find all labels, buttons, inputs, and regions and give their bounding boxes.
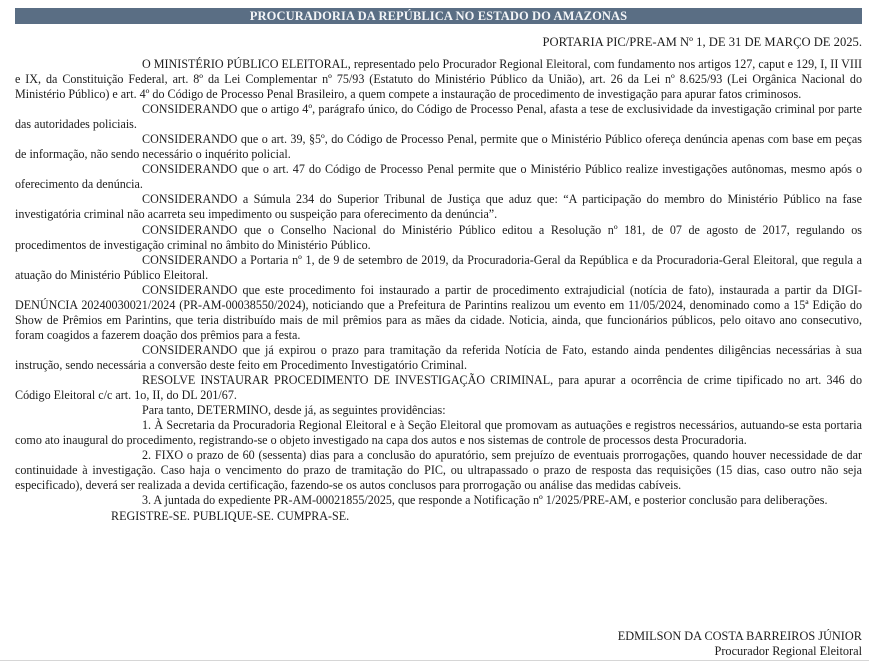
considerando-paragraph: CONSIDERANDO a Portaria nº 1, de 9 de setembro de 2019, da Procuradoria-Geral da República e da Procuradoria-Geral Eleitoral, que regula a atuação do Ministério Público Eleitoral.: [15, 252, 862, 282]
signatory-name: EDMILSON DA COSTA BARREIROS JÚNIOR: [617, 629, 862, 643]
considerando-paragraph: CONSIDERANDO que já expirou o prazo para tramitação da referida Notícia de Fato, estando ainda pendentes diligências necessárias à sua instrução, sendo necessária a conversão deste feito em Procedimento Investigatório Criminal.: [15, 342, 862, 372]
considerando-paragraph: CONSIDERANDO que este procedimento foi instaurado a partir de procedimento extrajudicial (notícia de fato), instaurada a partir da DIGI-DENÚNCIA 20240030021/2024 (PR-AM-00038550/2024), noticiando que a Prefeitura de Parintins realizou um evento em 11/05/2024, denominado como a 15ª Edição do Show de Prêmios em Parintins, que teria distribuído mais de mil prêmios para as mães da cidade. Noticia, ainda, que funcionários públicos, pelo oitavo ano consecutivo, foram coagidos a fazerem doação dos prêmios para a festa.: [15, 282, 862, 342]
document-title: PORTARIA PIC/PRE-AM Nº 1, DE 31 DE MARÇO DE 2025.: [542, 35, 862, 49]
resolve-paragraph: RESOLVE INSTAURAR PROCEDIMENTO DE INVESTIGAÇÃO CRIMINAL, para apurar a ocorrência de crime tipificado no art. 346 do Código Eleitoral c/c art. 1o, II, do DL 201/67.: [15, 372, 862, 403]
determino-paragraph: Para tanto, DETERMINO, desde já, as seguintes providências:: [142, 403, 446, 418]
closing-statement: REGISTRE-SE. PUBLIQUE-SE. CUMPRA-SE.: [111, 509, 350, 524]
provision-item: 1. À Secretaria da Procuradoria Regional Eleitoral e à Seção Eleitoral que promovam as autuações e registros necessários, autuando-se esta portaria como ato inaugural do procedimento, registrando-se o objeto investigado na capa dos autos e nos sistemas de controle de processos desta Procuradoria.: [15, 418, 862, 448]
considerando-paragraph: CONSIDERANDO que o Conselho Nacional do Ministério Público editou a Resolução nº 181, de 07 de agosto de 2017, regulando os procedimentos de investigação criminal no âmbito do Ministério Público.: [15, 222, 862, 252]
preamble-paragraph: O MINISTÉRIO PÚBLICO ELEITORAL, representado pelo Procurador Regional Eleitoral, com fundamento nos artigos 127, caput e 129, I, II VIII e IX, da Constituição Federal, art. 8º da Lei Complementar nº 75/93 (Estatuto do Ministério Público da União), art. 26 da Lei nº 8.625/93 (Lei Orgânica Nacional do Ministério Público) e art. 4º do Código de Processo Penal Brasileiro, a quem compete a instauração de procedimento de investigação para apurar fatos criminosos.: [15, 57, 862, 102]
considerando-paragraph: CONSIDERANDO a Súmula 234 do Superior Tribunal de Justiça que aduz que: “A participação do membro do Ministério Público na fase investigatória criminal não acarreta seu impedimento ou suspeição para oferecimento da denúncia”.: [15, 192, 862, 222]
signatory-role: Procurador Regional Eleitoral: [714, 644, 862, 658]
signature-block: [618, 629, 862, 659]
considerando-paragraph: CONSIDERANDO que o art. 47 do Código de Processo Penal permite que o Ministério Público realize investigações autônomas, mesmo após o oferecimento da denúncia.: [15, 162, 862, 192]
considerando-paragraph: CONSIDERANDO que o artigo 4º, parágrafo único, do Código de Processo Penal, afasta a tese de exclusividade da investigação criminal por parte das autoridades policiais.: [15, 102, 862, 132]
bottom-divider: [0, 660, 869, 661]
header-banner: PROCURADORIA DA REPÚBLICA NO ESTADO DO AMAZONAS: [15, 8, 862, 24]
document-body: [15, 57, 862, 524]
provision-item: 3. A juntada do expediente PR-AM-00021855/2025, que responde a Notificação nº 1/2025/PRE-AM, e posterior conclusão para deliberações.: [142, 493, 828, 508]
provision-item: 2. FIXO o prazo de 60 (sessenta) dias para a conclusão do apuratório, sem prejuízo de eventuais prorrogações, quando houver necessidade de dar continuidade à investigação. Caso haja o vencimento do prazo de tramitação do PIC, ou ultrapassado o prazo de resposta das requisições (15 dias, caso outro não seja especificado), deverá ser realizada a devida certificação, fazendo-se os autos conclusos para prorrogação ou análise das medidas cabíveis.: [15, 448, 862, 493]
considerando-paragraph: CONSIDERANDO que o art. 39, §5º, do Código de Processo Penal, permite que o Ministério Público ofereça denúncia apenas com base em peças de informação, não sendo necessário o inquérito policial.: [15, 132, 862, 162]
